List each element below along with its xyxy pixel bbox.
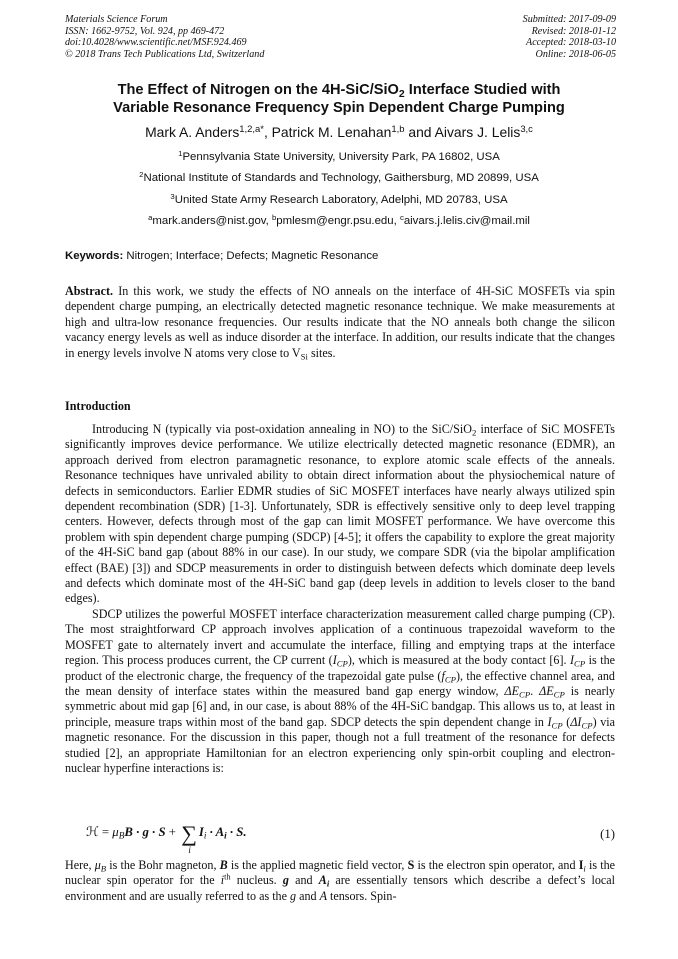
author-name: Aivars J. Lelis: [434, 124, 521, 140]
paragraph: SDCP utilizes the powerful MOSFET interface characterization measurement called charge pumping (CP). The most straightforward CP approach involves application of a continuous trapezoidal waveform to the MOSFET gate to alternately invert and accumulate the interface, filling and emptying traps at the interface region. This process produces current, the CP current $(I_{CP})$, which is measured at the body contact [6]. $I_{CP}$ is the product of the electronic charge, the frequency of the trapezoidal gate pulse $(f_{CP})$, the effective channel area, and the mean density of interface states within the measured band gap energy window, $\Delta E_{CP}$. $\Delta E_{CP}$ is nearly symmetric about mid gap [6] and, in our case, is about 88% of the 4H-SiC bandgap. This allows us to, at least in principle, measure traps within most of the band gap. SDCP detects the spin dependent change in $I_{CP}$ $(\Delta I_{CP})$ via magnetic resonance. For the discussion in this paper, though not a full treatment of the resonance for defects studied [2], an appropriate Hamiltonian for an electron experiencing only spin-orbit coupling and electron-nuclear hyperfine interactions is:: [65, 606, 616, 775]
submission-dates: [523, 14, 616, 60]
section-heading-introduction: Introduction: [65, 399, 131, 413]
date-accepted: Accepted: 2018-03-10: [526, 37, 616, 49]
paragraph-after-equation: Here, $\mu_B$ is the Bohr magneton, B is the applied magnetic field vector, S is the electron spin operator, and $I_i$ is the nuclear spin operator for the $i^{th}$ nucleus. g and $A_i$ are essentially tensors which describe a defect’s local environment and are usually referred to as the g and A tensors. Spin-: [65, 858, 616, 903]
author-emails: $^a$mark.anders@nist.gov, $^b$pmlesm@engr.psu.edu, $^c$aivars.j.lelis.civ@mail.mil: [148, 212, 530, 227]
journal-doi: doi:10.4028/www.scientific.net/MSF.924.469: [65, 37, 247, 49]
affiliation: $^1$Pennsylvania State University, University Park, PA 16802, USA: [178, 148, 500, 163]
equation-hamiltonian: ℋ = $\mu_BB \cdot g \cdot S$ + ∑ i $I_i \cdot A_i \cdot S$. (1): [86, 821, 615, 856]
affiliation: $^3$United State Army Research Laboratory, Adelphi, MD 20783, USA: [170, 191, 508, 206]
introduction-text: [65, 422, 615, 776]
journal-info: [65, 14, 264, 60]
author-list: Mark A. Anders$^{1,2,a*}$, Patrick M. Lenahan$^{1,b}$ and Aivars J. Lelis$^{3,c}$: [145, 123, 533, 140]
journal-name: Materials Science Forum: [65, 14, 168, 25]
author-name: Mark A. Anders: [145, 124, 240, 140]
keywords: Keywords: Nitrogen; Interface; Defects; Magnetic Resonance: [65, 250, 379, 262]
date-online: Online: 2018-06-05: [535, 48, 616, 60]
abstract: Abstract. In this work, we study the effects of NO anneals on the interface of 4H-SiC MOSFETs via spin dependent charge pumping, an electrically detected magnetic resonance technique. We make measurements at high and ultra-low resonance frequencies. Our results indicate that the NO anneals both change the silicon vacancy energy levels as well as induce disorder at the interface. In addition, our results indicate that the changes in energy levels involve N atoms very close to $V_{Si}$ sites.: [65, 284, 615, 362]
paper-title: The Effect of Nitrogen on the 4H-SiC/SiO$_2$ Interface Studied with Variable Resonance Frequency Spin Dependent Charge Pumping: [113, 82, 565, 117]
journal-copyright: © 2018 Trans Tech Publications Ltd, Switzerland: [65, 48, 265, 60]
equation-number: (1): [600, 827, 615, 841]
paragraph: Introducing N (typically via post-oxidation annealing in NO) to the SiC/SiO$_2$ interface of SiC MOSFETs significantly improves device performance. We utilize electrically detected magnetic resonance (EDMR), an approach derived from electron paramagnetic resonance, to explore atomic scale effects of the anneals. Resonance techniques have unrivaled ability to obtain direct information about the physiochemical nature of defects in semiconductors. Earlier EDMR studies of SiC MOSFET interfaces have nearly always utilized spin dependent recombination (SDR) [1-3]. Unfortunately, SDR is effectively sensitive only to deep level trapping centers. However, defects through most of the gap can limit MOSFET performance. We have overcome this problem with spin dependent charge pumping (SDCP) [4-5]; it offers the capability to explore the great majority of the 4H-SiC band gap (about 88% in our case). In our study, we compare SDR (via the bipolar amplification effect (BAE) [3]) and SDCP measurements in order to distinguish between defects which dominate deep levels and defects which dominate most of the 4H-SiC band gap (deep levels in addition to levels closer to the band edges).: [65, 422, 615, 606]
author-name: Patrick M. Lenahan: [271, 124, 392, 140]
journal-issn: ISSN: 1662-9752, Vol. 924, pp 469-472: [65, 25, 225, 37]
date-submitted: Submitted: 2017-09-09: [522, 14, 616, 25]
affiliation: $^2$National Institute of Standards and Technology, Gaithersburg, MD 20899, USA: [139, 169, 539, 184]
date-revised: Revised: 2018-01-12: [531, 25, 616, 37]
